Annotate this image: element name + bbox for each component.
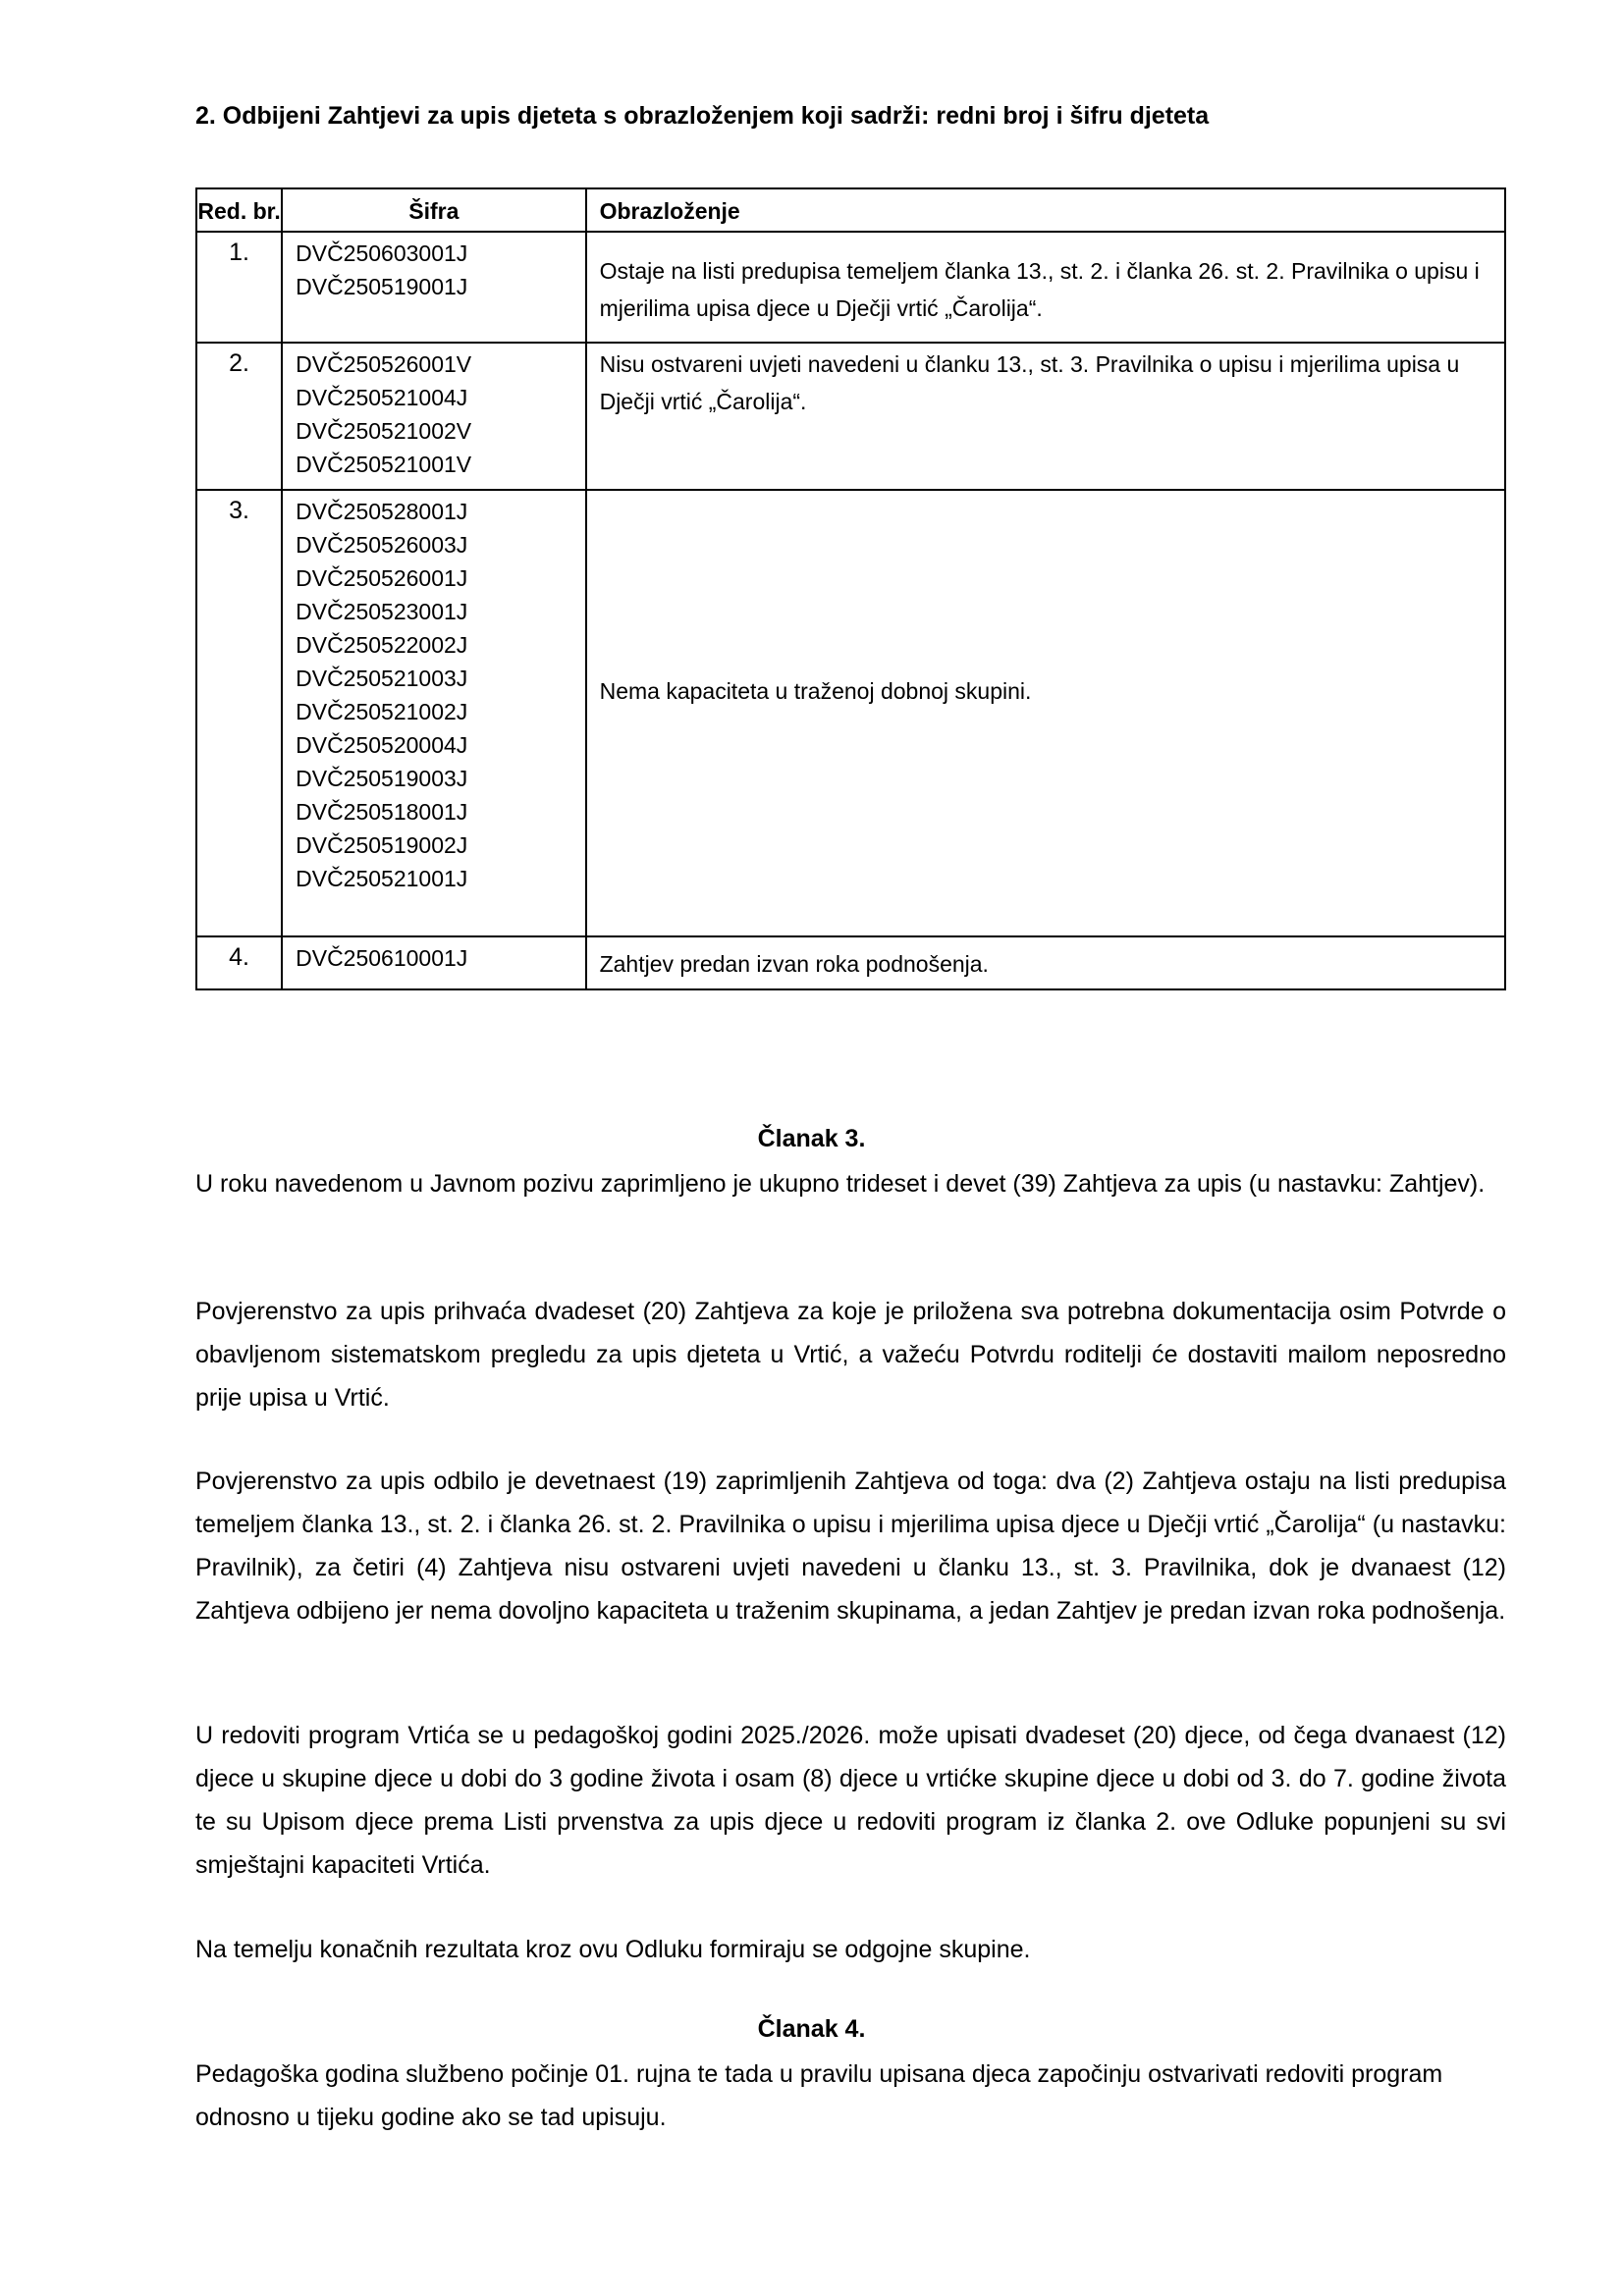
- section-heading: 2. Odbijeni Zahtjevi za upis djeteta s obrazloženjem koji sadrži: redni broj i šifru djeteta: [195, 102, 1210, 130]
- child-codes: [282, 490, 585, 936]
- child-code: DVČ250526001J: [296, 565, 468, 591]
- child-code: DVČ250526003J: [296, 532, 468, 558]
- row-number: 1.: [196, 232, 282, 343]
- child-code: DVČ250519003J: [296, 766, 468, 791]
- child-code: DVČ250519002J: [296, 832, 468, 858]
- child-code: DVČ250521004J: [296, 385, 468, 410]
- article-3-paragraph-4: U redoviti program Vrtića se u pedagoškoj godini 2025./2026. može upisati dvadeset (20) djece, od čega dvanaest (12) djece u skupine djece u dobi do 3 godine života i osam (8) djece u vrtićke skupine djece u dobi od 3. do 7. godine života te su Upisom djece prema Listi prvenstva za upis djece u redoviti program iz članka 2. ove Odluke popunjeni su svi smještajni kapaciteti Vrtića.: [195, 1722, 1506, 1879]
- child-code: DVČ250521001V: [296, 452, 472, 477]
- child-code: DVČ250522002J: [296, 632, 468, 658]
- table-row: [196, 936, 1505, 989]
- child-code: DVČ250610001J: [296, 945, 468, 971]
- child-code: DVČ250518001J: [296, 799, 468, 825]
- child-code: DVČ250526001V: [296, 351, 472, 377]
- child-code: DVČ250521002J: [296, 699, 468, 724]
- row-number: 4.: [196, 936, 282, 989]
- article-4-paragraph-1: Pedagoška godina službeno počinje 01. rujna te tada u pravilu upisana djeca započinju ostvarivati redoviti program odnosno u tijeku godine ako se tad upisuju.: [195, 2060, 1443, 2131]
- child-code: DVČ250521002V: [296, 418, 472, 444]
- row-number: 2.: [196, 343, 282, 490]
- child-code: DVČ250523001J: [296, 599, 468, 624]
- table-row: [196, 343, 1505, 490]
- article-3-title: Članak 3.: [757, 1125, 866, 1152]
- child-code: DVČ250519001J: [296, 274, 468, 299]
- rejection-reason: Nisu ostvareni uvjeti navedeni u članku 13., st. 3. Pravilnika o upisu i mjerilima upisa u Dječji vrtić „Čarolija“.: [586, 343, 1505, 490]
- child-code: DVČ250521003J: [296, 666, 468, 691]
- rejected-requests-table: [195, 187, 1506, 990]
- header-sifra: Šifra: [282, 188, 585, 232]
- child-code: DVČ250520004J: [296, 732, 468, 758]
- child-codes: [282, 936, 585, 989]
- header-obrazlozenje: Obrazloženje: [586, 188, 1505, 232]
- rejection-reason: Ostaje na listi predupisa temeljem članka 13., st. 2. i članka 26. st. 2. Pravilnika o upisu i mjerilima upisa djece u Dječji vrtić „Čarolija“.: [586, 232, 1505, 343]
- article-4-title: Članak 4.: [757, 2015, 866, 2043]
- child-codes: [282, 232, 585, 343]
- article-3-paragraph-1: U roku navedenom u Javnom pozivu zaprimljeno je ukupno trideset i devet (39) Zahtjeva za upis (u nastavku: Zahtjev).: [195, 1170, 1486, 1198]
- row-number: 3.: [196, 490, 282, 936]
- table-row: [196, 490, 1505, 936]
- header-red-br: Red. br.: [196, 188, 282, 232]
- rejection-reason: Zahtjev predan izvan roka podnošenja.: [586, 936, 1505, 989]
- child-code: DVČ250528001J: [296, 499, 468, 524]
- rejection-reason: Nema kapaciteta u traženoj dobnoj skupini.: [586, 490, 1505, 936]
- child-code: DVČ250603001J: [296, 240, 468, 266]
- child-codes: [282, 343, 585, 490]
- child-code: DVČ250521001J: [296, 866, 468, 891]
- article-3-paragraph-2: Povjerenstvo za upis prihvaća dvadeset (20) Zahtjeva za koje je priložena sva potrebna dokumentacija osim Potvrde o obavljenom sistematskom pregledu za upis djeteta u Vrtić, a važeću Potvrdu roditelji će dostaviti mailom neposredno prije upisa u Vrtić.: [195, 1298, 1506, 1412]
- table-header-row: [196, 188, 1505, 232]
- article-3-paragraph-3: Povjerenstvo za upis odbilo je devetnaest (19) zaprimljenih Zahtjeva od toga: dva (2) Zahtjeva ostaju na listi predupisa temeljem članka 13., st. 2. i članka 26. st. 2. Pravilnika o upisu i mjerilima upisa djece u Dječji vrtić „Čarolija“ (u nastavku: Pravilnik), za četiri (4) Zahtjeva nisu ostvareni uvjeti navedeni u članku 13., st. 3. Pravilnika, dok je dvanaest (12) Zahtjeva odbijeno jer nema dovoljno kapaciteta u traženim skupinama, a jedan Zahtjev je predan izvan roka podnošenja.: [195, 1468, 1506, 1625]
- table-row: [196, 232, 1505, 343]
- article-3-paragraph-5: Na temelju konačnih rezultata kroz ovu Odluku formiraju se odgojne skupine.: [195, 1936, 1031, 1963]
